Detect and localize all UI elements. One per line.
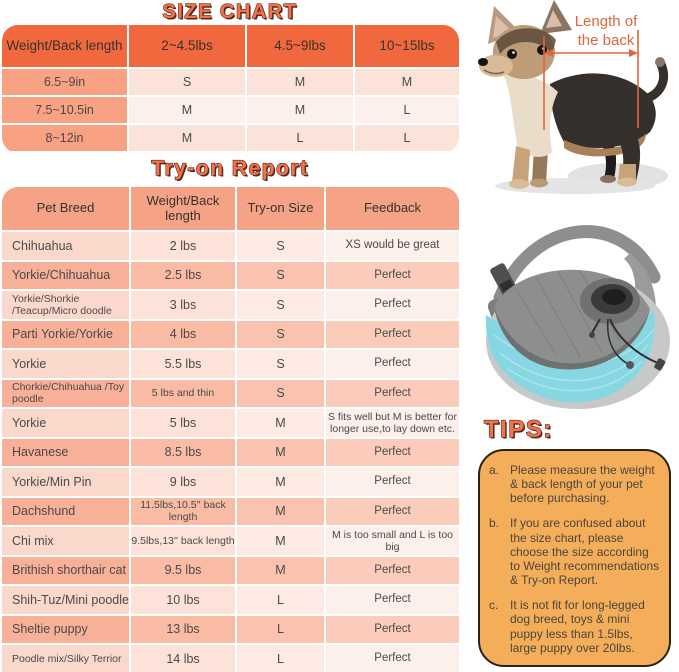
table-row [2,527,459,555]
tryon-report-title: Try-on Report [151,157,309,180]
table-cell: Shih-Tuz/Mini poodle [2,586,129,614]
tip-item [489,463,660,505]
table-cell: Havanese [2,439,129,467]
table-cell: 3 lbs [131,291,235,319]
table-cell: 2.5 lbs [131,262,235,290]
table-cell: Brithish shorthair cat [2,557,129,585]
table-row [2,439,459,467]
table-cell: Poodle mix/Silky Terrior [2,645,129,672]
table-cell: S [129,69,245,95]
table-cell: M [237,557,324,585]
tip-marker: b. [489,516,500,531]
table-cell: M is too small and L is too big [326,527,459,555]
table-cell: Yorkie/Min Pin [2,468,129,496]
table-cell: L [237,616,324,644]
table-cell: 4 lbs [131,321,235,349]
table-row [2,380,459,408]
table-cell: Perfect [326,616,459,644]
table-cell: Perfect [326,586,459,614]
table-cell: M [237,468,324,496]
tryon-report-table [2,187,459,672]
table-cell: M [237,527,324,555]
table-cell: 10 lbs [131,586,235,614]
table-cell: 7.5~10.5in [2,97,127,123]
column-header: 2~4.5lbs [129,25,245,67]
table-cell: Perfect [326,291,459,319]
table-cell: S fits well but M is better for longer use,to lay down etc. [326,409,459,437]
table-cell: M [247,69,353,95]
table-row [2,616,459,644]
table-cell: Perfect [326,645,459,672]
table-cell: L [237,645,324,672]
pet-sling-carrier-image [460,193,679,423]
table-row [2,291,459,319]
table-cell: Perfect [326,380,459,408]
tips-title: TIPS: [484,416,553,443]
table-cell: 14 lbs [131,645,235,672]
table-row [2,468,459,496]
table-cell: XS would be great [326,232,459,260]
table-row [2,586,459,614]
tip-text: If you are confused about the size chart, please choose the size according to Weight recommendations & Try-on Report. [510,516,660,588]
table-cell: Chihuahua [2,232,129,260]
table-cell: 13 lbs [131,616,235,644]
table-cell: 6.5~9in [2,69,127,95]
tip-marker: c. [489,598,499,613]
table-cell: Yorkie [2,409,129,437]
table-cell: S [237,291,324,319]
table-cell: L [247,125,353,151]
table-row [2,557,459,585]
table-row [2,409,459,437]
tip-marker: a. [489,463,500,477]
table-cell: Perfect [326,557,459,585]
column-header: Feedback [326,187,459,230]
table-cell: Perfect [326,350,459,378]
table-cell: Perfect [326,439,459,467]
table-cell: 5 lbs and thin [131,380,235,408]
table-cell: M [355,69,459,95]
table-cell: 11.5lbs,10.5'' back length [131,498,235,526]
table-cell: 9 lbs [131,468,235,496]
table-cell: 8.5 lbs [131,439,235,467]
table-cell: Chorkie/Chihuahua /Toy poodle [2,380,129,408]
table-cell: M [247,97,353,123]
table-cell: Yorkie [2,350,129,378]
table-row [2,232,459,260]
table-cell: L [237,586,324,614]
table-cell: Yorkie/Chihuahua [2,262,129,290]
table-cell: S [237,380,324,408]
size-chart-header-row [2,25,459,67]
tryon-header-row [2,187,459,230]
table-cell: Chi mix [2,527,129,555]
column-header: Try-on Size [237,187,324,230]
table-cell: L [355,97,459,123]
table-cell: Perfect [326,321,459,349]
table-row [2,69,459,95]
table-cell: S [237,321,324,349]
column-header: Pet Breed [2,187,129,230]
table-cell: L [355,125,459,151]
table-row [2,262,459,290]
column-header: 4.5~9lbs [247,25,353,67]
table-cell: Perfect [326,262,459,290]
tip-item [489,516,660,587]
column-header: 10~15lbs [355,25,459,67]
column-header: Weight/Back length [2,25,127,67]
table-cell: Sheltie puppy [2,616,129,644]
tip-item [489,598,660,655]
table-row [2,97,459,123]
table-cell: S [237,350,324,378]
table-cell: M [237,409,324,437]
table-cell: S [237,232,324,260]
table-row [2,498,459,526]
tip-text: Please measure the weight & back length of your pet before purchasing. [510,463,655,506]
table-row [2,645,459,672]
table-cell: Perfect [326,498,459,526]
table-cell: M [129,97,245,123]
table-row [2,125,459,151]
table-row [2,321,459,349]
table-cell: 2 lbs [131,232,235,260]
table-cell: Parti Yorkie/Yorkie [2,321,129,349]
table-cell: M [237,498,324,526]
table-cell: Perfect [326,468,459,496]
table-cell: 5.5 lbs [131,350,235,378]
table-cell: S [237,262,324,290]
tips-box [478,449,671,667]
table-row [2,350,459,378]
table-cell: Yorkie/Shorkie /Teacup/Micro doodle [2,291,129,319]
table-cell: 8~12in [2,125,127,151]
table-cell: 9.5 lbs [131,557,235,585]
column-header: Weight/Back length [131,187,235,230]
table-cell: 9.5lbs,13'' back length [131,527,235,555]
table-cell: M [237,439,324,467]
table-cell: M [129,125,245,151]
tip-text: It is not fit for long-legged dog breed, toys & mini puppy less than 1.5lbs, large puppy over 20lbs. [510,598,645,655]
size-chart-title: SIZE CHART [162,1,298,23]
back-length-label: Length of the back [574,13,638,49]
size-chart-table [2,25,459,153]
table-cell: 5 lbs [131,409,235,437]
table-cell: Dachshund [2,498,129,526]
